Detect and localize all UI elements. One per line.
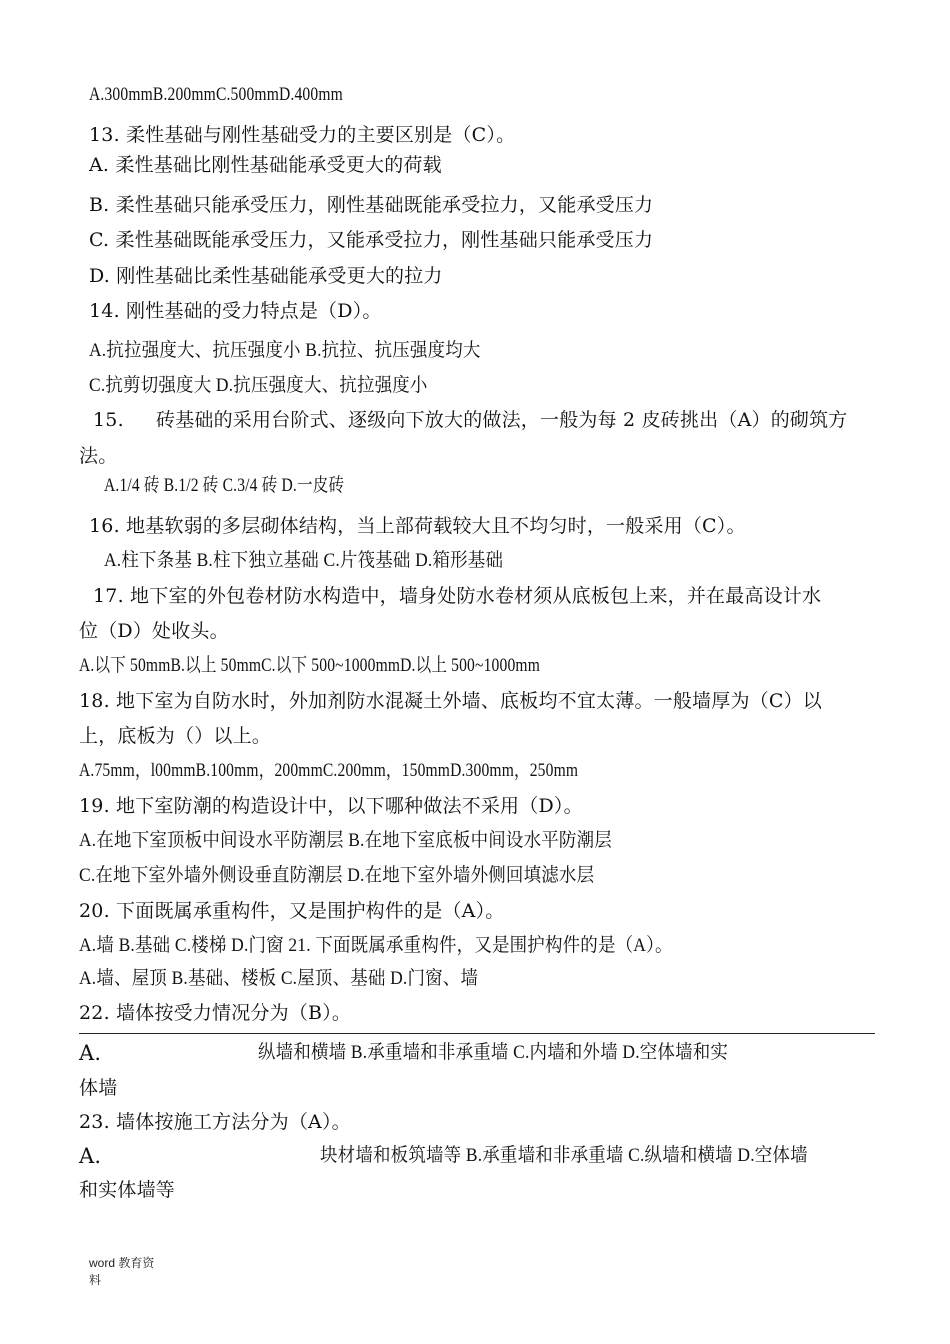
options-line: 块材墙和板筑墙等 B.承重墙和非承重墙 C.纵墙和横墙 D.空体墙 bbox=[320, 1145, 808, 1166]
question-18-cont: 上，底板为（）以上。 bbox=[79, 725, 272, 747]
options-line: 纵墙和横墙 B.承重墙和非承重墙 C.内墙和外墙 D.空体墙和实 bbox=[258, 1042, 729, 1063]
option-line: A. 柔性基础比刚性基础能承受更大的荷载 bbox=[89, 154, 442, 176]
options-line-cont: 体墙 bbox=[79, 1077, 118, 1099]
option-letter: A. bbox=[79, 1144, 102, 1168]
question-22: 22. 墙体按受力情况分为（B）。 bbox=[79, 1002, 352, 1024]
options-line: A.墙 B.基础 C.楼梯 D.门窗 21. 下面既属承重构件，又是围护构件的是（A）。 bbox=[79, 935, 673, 956]
footer-text: 料 bbox=[89, 1273, 102, 1287]
question-13: 13. 柔性基础与刚性基础受力的主要区别是（C）。 bbox=[89, 124, 516, 146]
divider bbox=[79, 1033, 875, 1034]
footer-text: word 教育资 bbox=[89, 1256, 155, 1270]
question-19: 19. 地下室防潮的构造设计中，以下哪种做法不采用（D）。 bbox=[79, 795, 583, 817]
option-line: D. 刚性基础比柔性基础能承受更大的拉力 bbox=[89, 265, 443, 287]
question-17-cont: 位（D）处收头。 bbox=[79, 620, 229, 642]
options-line: A.75mm，l00mmB.100mm，200mmC.200mm，150mmD.300mm，250mm bbox=[79, 760, 579, 781]
options-line: A.柱下条基 B.柱下独立基础 C.片筏基础 D.箱形基础 bbox=[104, 550, 504, 571]
options-line: A.在地下室顶板中间设水平防潮层 B.在地下室底板中间设水平防潮层 bbox=[79, 830, 612, 851]
options-line: A.抗拉强度大、抗压强度小 B.抗拉、抗压强度均大 bbox=[89, 340, 481, 361]
options-line: A.1/4 砖 B.1/2 砖 C.3/4 砖 D.一皮砖 bbox=[104, 475, 345, 496]
question-20: 20. 下面既属承重构件，又是围护构件的是（A）。 bbox=[79, 900, 505, 922]
question-14: 14. 刚性基础的受力特点是（D）。 bbox=[89, 300, 382, 322]
question-18: 18. 地下室为自防水时，外加剂防水混凝土外墙、底板均不宜太薄。一般墙厚为（C）以 bbox=[79, 690, 822, 712]
options-line: C.在地下室外墙外侧设垂直防潮层 D.在地下室外墙外侧回填滤水层 bbox=[79, 865, 595, 886]
option-letter: A. bbox=[79, 1041, 102, 1065]
question-17: 17. 地下室的外包卷材防水构造中，墙身处防水卷材须从底板包上来，并在最高设计水 bbox=[93, 585, 822, 607]
option-line: C. 柔性基础既能承受压力，又能承受拉力，刚性基础只能承受压力 bbox=[89, 229, 654, 251]
options-line-cont: 和实体墙等 bbox=[79, 1179, 176, 1201]
question-15-cont: 法。 bbox=[79, 445, 118, 467]
options-line: A.300mmB.200mmC.500mmD.400mm bbox=[89, 84, 343, 105]
question-15: 砖基础的采用台阶式、逐级向下放大的做法，一般为每 2 皮砖挑出（A）的砌筑方 bbox=[156, 409, 848, 431]
question-15-number: 15. bbox=[93, 409, 124, 431]
question-23: 23. 墙体按施工方法分为（A）。 bbox=[79, 1111, 351, 1133]
options-line: A.墙、屋顶 B.基础、楼板 C.屋顶、基础 D.门窗、墙 bbox=[79, 968, 479, 989]
options-line: C.抗剪切强度大 D.抗压强度大、抗拉强度小 bbox=[89, 375, 428, 396]
question-16: 16. 地基软弱的多层砌体结构，当上部荷载较大且不均匀时，一般采用（C）。 bbox=[89, 515, 746, 537]
option-line: B. 柔性基础只能承受压力，刚性基础既能承受拉力，又能承受压力 bbox=[89, 194, 654, 216]
options-line: A.以下 50mmB.以上 50mmC.以下 500~1000mmD.以上 500~1000mm bbox=[79, 655, 540, 676]
